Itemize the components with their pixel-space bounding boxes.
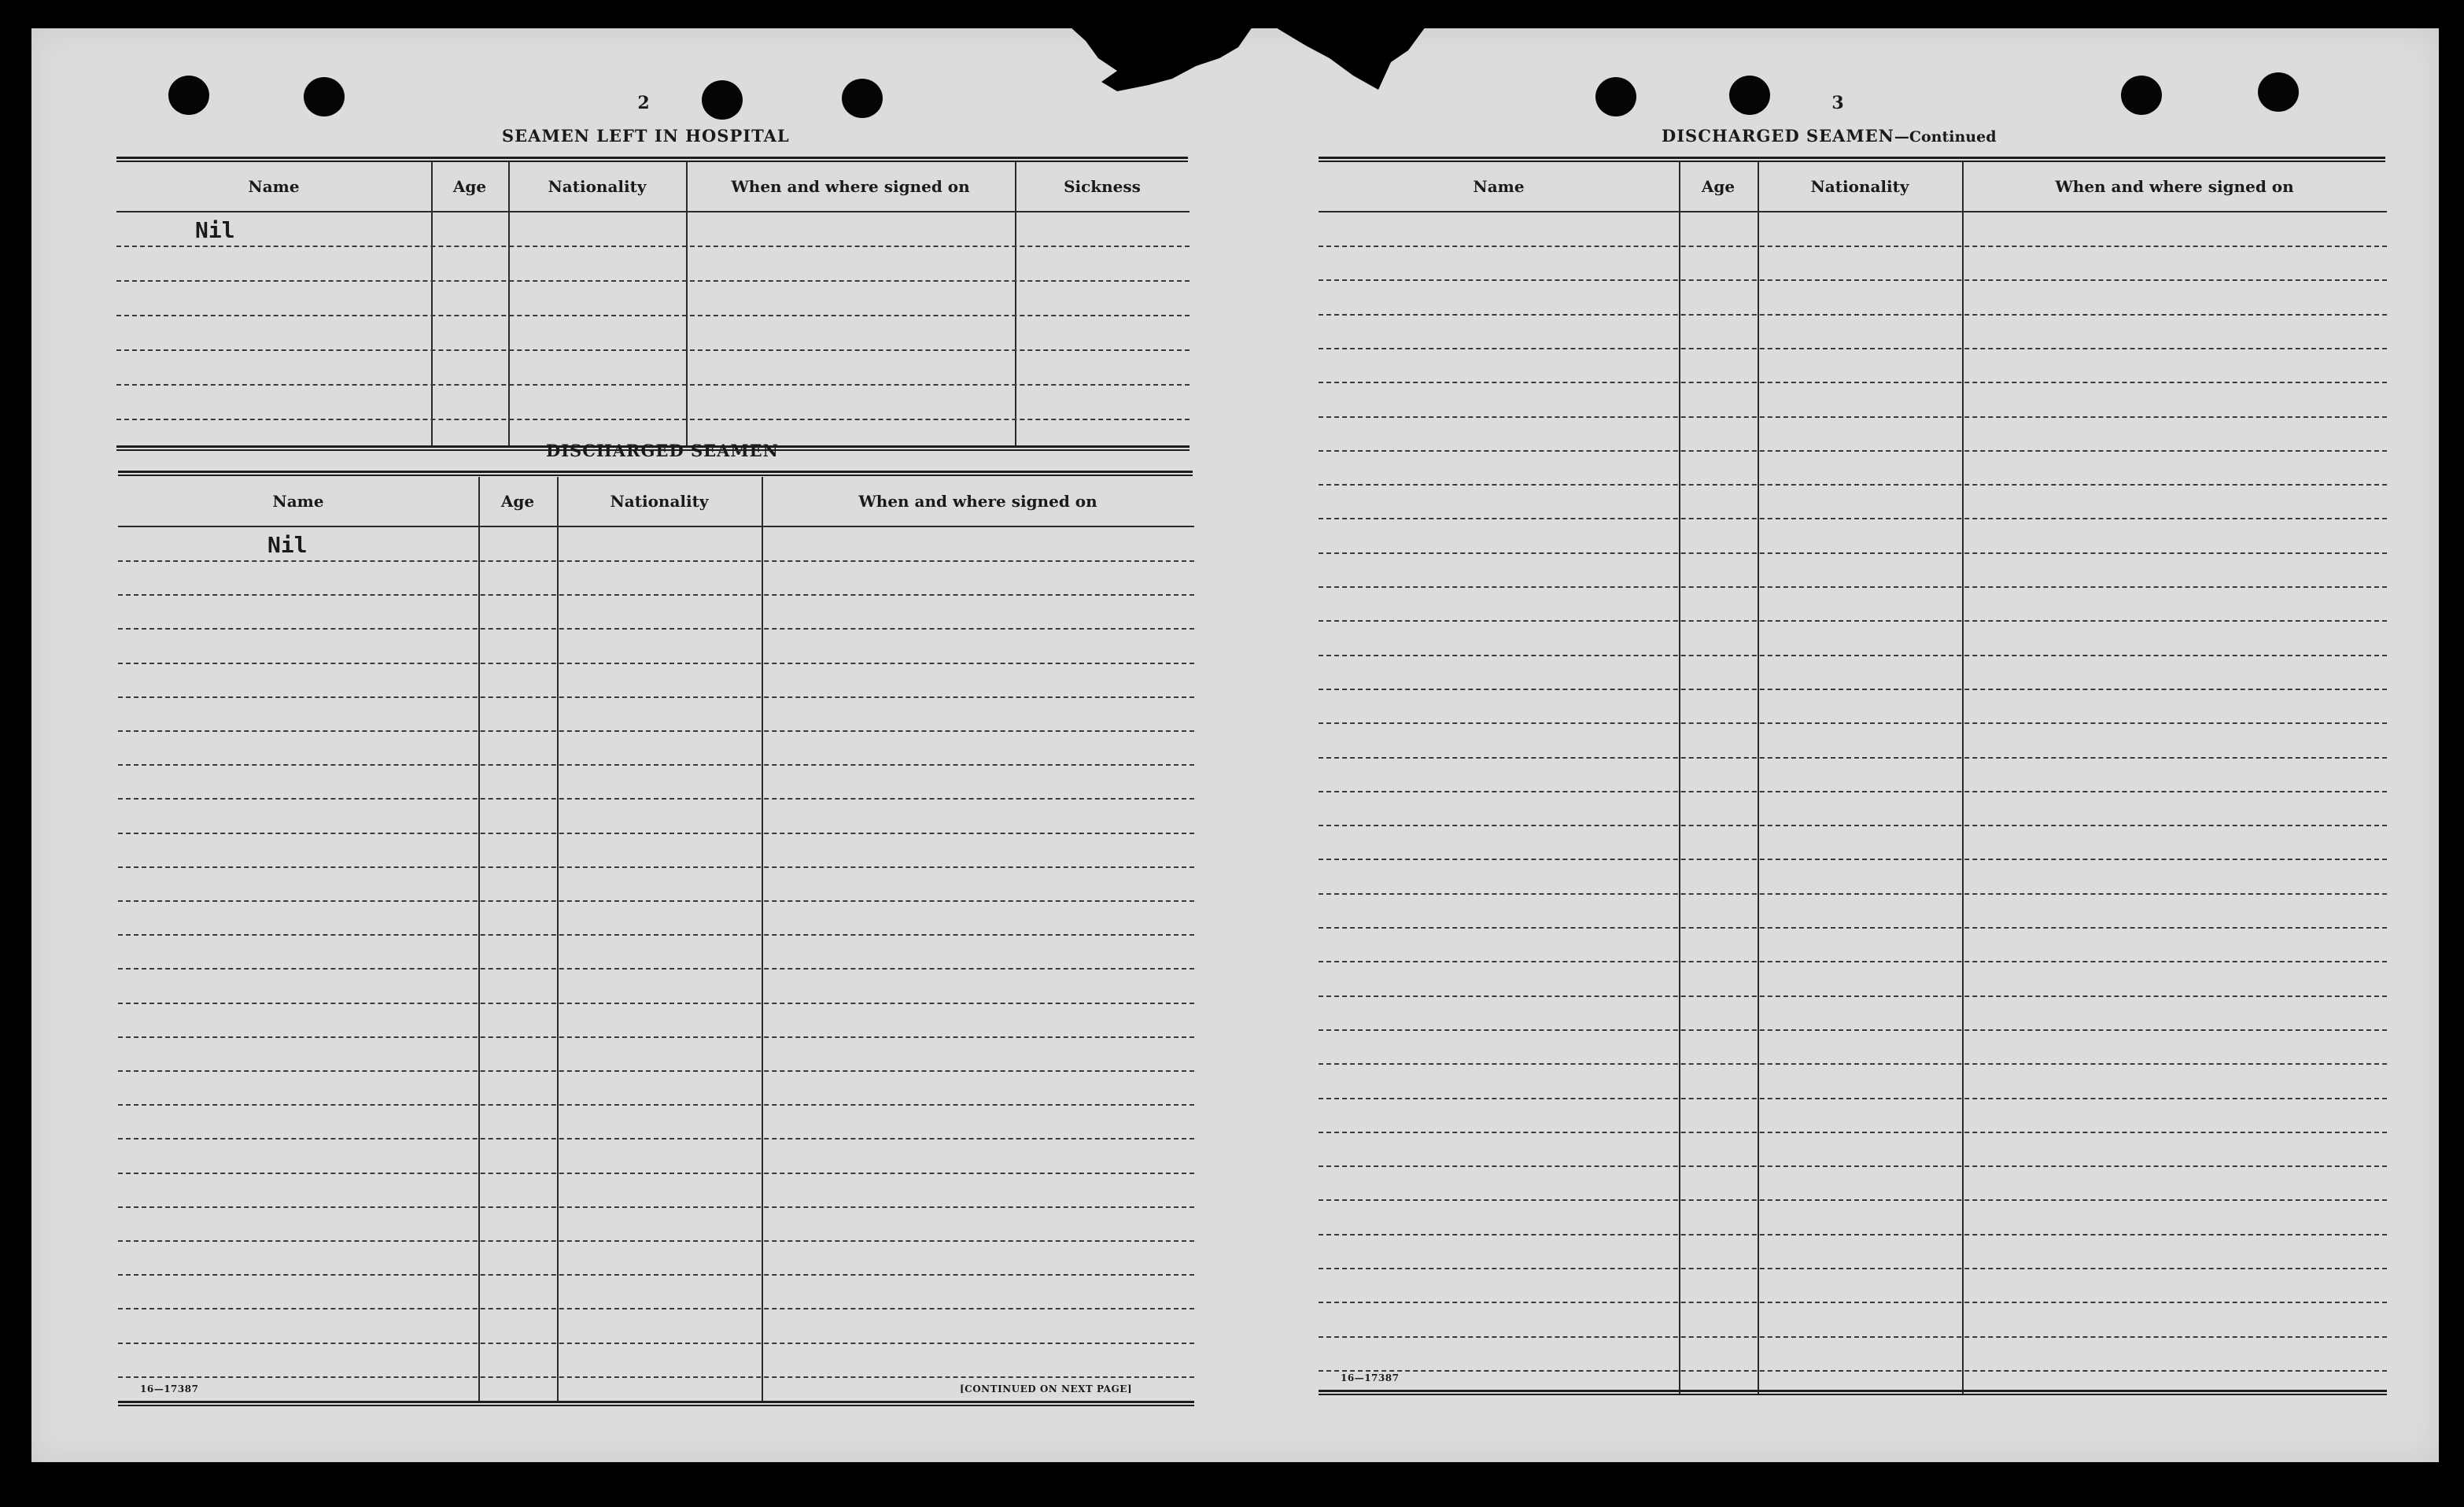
punch-hole: [1595, 77, 1636, 116]
row-line: [118, 663, 1194, 664]
row-line: [1319, 859, 2387, 860]
row-line: [116, 315, 1190, 316]
row-line: [118, 764, 1194, 766]
rule: [118, 1401, 1194, 1406]
row-line: [118, 696, 1194, 698]
row-line: [118, 1308, 1194, 1309]
row-line: [1319, 1165, 2387, 1167]
row-line: [118, 1104, 1194, 1106]
hospital-table: [116, 162, 1190, 445]
row-line: [1319, 689, 2387, 690]
row-line: [1319, 1063, 2387, 1065]
form-number: 16—17387: [1341, 1372, 1400, 1383]
col-header-nationality: Nationality: [1810, 177, 1909, 196]
row-line: [118, 833, 1194, 834]
rule: [1319, 157, 2385, 162]
row-line: [118, 1343, 1194, 1344]
row-line: [1319, 927, 2387, 929]
row-line: [1319, 995, 2387, 997]
row-line: [1319, 586, 2387, 588]
row-line: [118, 968, 1194, 970]
row-line: [1319, 1098, 2387, 1099]
row-line: [1319, 1268, 2387, 1269]
punch-hole: [168, 76, 209, 115]
row-line: [1319, 620, 2387, 622]
row-line: [1319, 518, 2387, 519]
punch-hole: [2258, 72, 2299, 112]
row-line: [118, 1036, 1194, 1038]
row-line: [1319, 1336, 2387, 1338]
row-line: [1319, 757, 2387, 759]
row-line: [1319, 1370, 2387, 1372]
column-divider: [762, 477, 763, 1402]
row-line: [1319, 484, 2387, 486]
row-line: [118, 1173, 1194, 1174]
col-header-name: Name: [248, 177, 300, 196]
column-divider: [1015, 162, 1016, 445]
row-line: [116, 419, 1190, 420]
header-rule: [118, 526, 1194, 527]
row-line: [118, 798, 1194, 800]
row-line: [118, 1138, 1194, 1139]
column-divider: [686, 162, 688, 445]
col-header-sickness: Sickness: [1064, 177, 1141, 196]
header-rule: [1319, 211, 2387, 212]
punch-hole: [1729, 76, 1770, 115]
row-line: [118, 628, 1194, 630]
document-sheet: [31, 28, 2439, 1462]
row-line: [116, 280, 1190, 282]
row-line: [118, 1376, 1194, 1378]
rule: [1319, 1390, 2387, 1395]
col-header-age: Age: [452, 177, 487, 196]
row-line: [1319, 552, 2387, 554]
col-header-age: Age: [1701, 177, 1735, 196]
discharged-continued-title: [1662, 126, 1997, 146]
row-line: [1319, 722, 2387, 724]
header-rule: [116, 211, 1190, 212]
row-line: [1319, 348, 2387, 349]
row-line: [116, 246, 1190, 247]
rule: [118, 471, 1193, 476]
row-line: [118, 1240, 1194, 1242]
row-line: [1319, 279, 2387, 281]
row-line: [118, 560, 1194, 562]
discharged-entry-nil: Nil: [267, 532, 308, 558]
col-header-nationality: Nationality: [548, 177, 647, 196]
col-header-name: Name: [1473, 177, 1525, 196]
discharged-section-title: DISCHARGED SEAMEN: [546, 441, 779, 460]
row-line: [1319, 1029, 2387, 1031]
column-divider: [508, 162, 510, 445]
column-divider: [431, 162, 433, 445]
punch-hole: [842, 79, 883, 118]
col-header-age: Age: [500, 492, 535, 511]
hospital-section-title: SEAMEN LEFT IN HOSPITAL: [502, 126, 790, 146]
row-line: [118, 1003, 1194, 1004]
row-line: [1319, 1199, 2387, 1201]
row-line: [116, 384, 1190, 386]
column-divider: [557, 477, 559, 1402]
column-divider: [1962, 162, 1964, 1394]
torn-edge: [1070, 27, 1432, 113]
row-line: [118, 900, 1194, 902]
row-line: [116, 349, 1190, 351]
punch-hole: [2121, 76, 2162, 115]
column-divider: [1679, 162, 1680, 1394]
title-main: DISCHARGED SEAMEN: [1662, 126, 1894, 146]
row-line: [1319, 382, 2387, 383]
row-line: [1319, 825, 2387, 826]
row-line: [1319, 655, 2387, 656]
row-line: [1319, 1234, 2387, 1236]
form-number: 16—17387: [140, 1383, 199, 1394]
rule: [116, 157, 1188, 162]
row-line: [1319, 314, 2387, 316]
row-line: [1319, 416, 2387, 418]
col-header-nationality: Nationality: [610, 492, 709, 511]
row-line: [118, 1070, 1194, 1072]
row-line: [118, 594, 1194, 596]
row-line: [1319, 893, 2387, 895]
page-number: 3: [1831, 93, 1844, 113]
row-line: [118, 934, 1194, 936]
punch-hole: [702, 80, 743, 120]
discharged-table: [118, 477, 1194, 1402]
title-continued: —Continued: [1894, 128, 1997, 146]
row-line: [1319, 1132, 2387, 1133]
row-line: [118, 866, 1194, 868]
continued-note: [CONTINUED ON NEXT PAGE]: [960, 1383, 1133, 1394]
row-line: [1319, 246, 2387, 247]
row-line: [118, 730, 1194, 732]
hospital-entry-nil: Nil: [195, 217, 235, 243]
page-number: 2: [637, 93, 650, 113]
col-header-signed-on: When and where signed on: [2055, 177, 2294, 196]
column-divider: [1758, 162, 1759, 1394]
col-header-name: Name: [272, 492, 324, 511]
punch-hole: [304, 77, 345, 116]
row-line: [118, 1206, 1194, 1208]
row-line: [1319, 791, 2387, 792]
col-header-signed-on: When and where signed on: [858, 492, 1097, 511]
discharged-continued-table: [1319, 162, 2387, 1394]
row-line: [1319, 961, 2387, 962]
column-divider: [478, 477, 480, 1402]
row-line: [118, 1274, 1194, 1276]
row-line: [1319, 1302, 2387, 1303]
row-line: [1319, 450, 2387, 452]
col-header-signed-on: When and where signed on: [731, 177, 970, 196]
